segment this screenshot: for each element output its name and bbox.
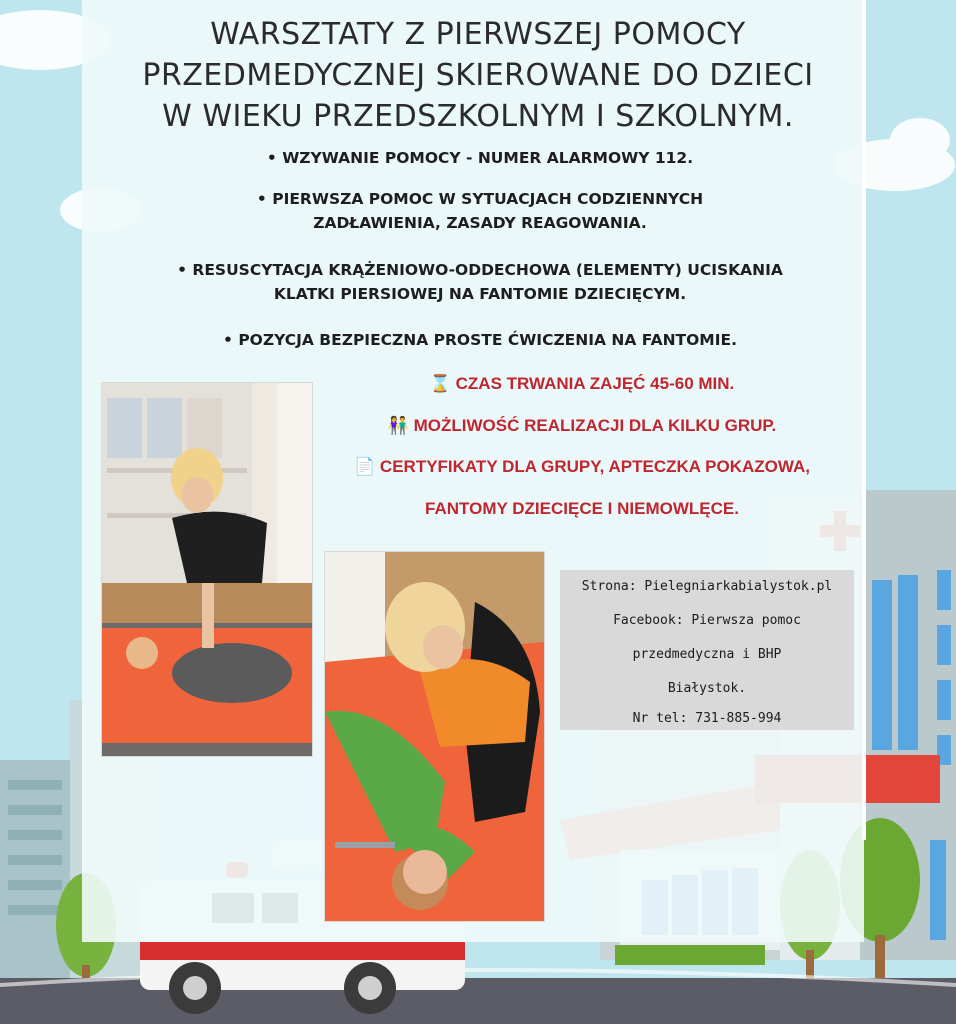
contact-website: Strona: Pielegniarkabialystok.pl bbox=[581, 579, 833, 594]
bullet-line: KLATKI PIERSIOWEJ NA FANTOMIE DZIECIĘCYM. bbox=[273, 285, 687, 303]
contact-facebook: Facebook: Pierwsza pomoc bbox=[613, 613, 801, 628]
hourglass-icon: ⌛ bbox=[429, 374, 451, 393]
contact-phone: Nr tel: 731-885-994 bbox=[632, 711, 782, 726]
document-icon: 📄 bbox=[354, 457, 376, 476]
highlight-text: CZAS TRWANIA ZAJĘĆ 45-60 MIN. bbox=[455, 374, 735, 393]
bullet-item bbox=[120, 187, 840, 235]
photo-illustration bbox=[102, 383, 312, 756]
bullet-line: • PIERWSZA POMOC W SYTUACJACH CODZIENNYCH bbox=[256, 190, 704, 208]
highlight-text: MOŻLIWOŚĆ REALIZACJI DLA KILKU GRUP. bbox=[413, 416, 777, 435]
bullet-item bbox=[120, 328, 840, 352]
photo-illustration bbox=[325, 552, 544, 921]
bullet-line: • RESUSCYTACJA KRĄŻENIOWO-ODDECHOWA (ELEMENTY) UCISKANIA bbox=[177, 261, 783, 279]
highlight-certificates bbox=[318, 455, 846, 479]
bullet-item bbox=[120, 258, 840, 306]
highlight-text: FANTOMY DZIECIĘCE I NIEMOWLĘCE. bbox=[425, 499, 739, 518]
panel-border bbox=[862, 0, 866, 840]
highlight-fantoms bbox=[318, 497, 846, 521]
photo-recovery-position bbox=[324, 551, 545, 922]
bullet-line: ZADŁAWIENIA, ZASADY REAGOWANIA. bbox=[313, 214, 647, 232]
bullet-line: • POZYCJA BEZPIECZNA PROSTE ĆWICZENIA NA FANTOMIE. bbox=[223, 331, 737, 349]
highlight-text: CERTYFIKATY DLA GRUPY, APTECZKA POKAZOWA, bbox=[379, 457, 810, 476]
contact-city: Białystok. bbox=[667, 681, 747, 696]
highlight-groups bbox=[318, 414, 846, 438]
highlight-duration bbox=[318, 372, 846, 396]
contact-facebook-cont: przedmedyczna i BHP bbox=[632, 647, 782, 662]
bullet-line: • WZYWANIE POMOCY - NUMER ALARMOWY 112. bbox=[266, 149, 694, 167]
title-line: WARSZTATY Z PIERWSZEJ POMOCY bbox=[210, 17, 746, 52]
page-title bbox=[96, 14, 860, 137]
contact-box bbox=[560, 570, 854, 730]
bullet-item bbox=[120, 146, 840, 170]
title-line: PRZEDMEDYCZNEJ SKIEROWANE DO DZIECI bbox=[142, 58, 814, 93]
title-line: W WIEKU PRZEDSZKOLNYM I SZKOLNYM. bbox=[162, 99, 794, 134]
people-icon: 👫 bbox=[387, 416, 409, 435]
photo-cpr-manikin bbox=[101, 382, 313, 757]
